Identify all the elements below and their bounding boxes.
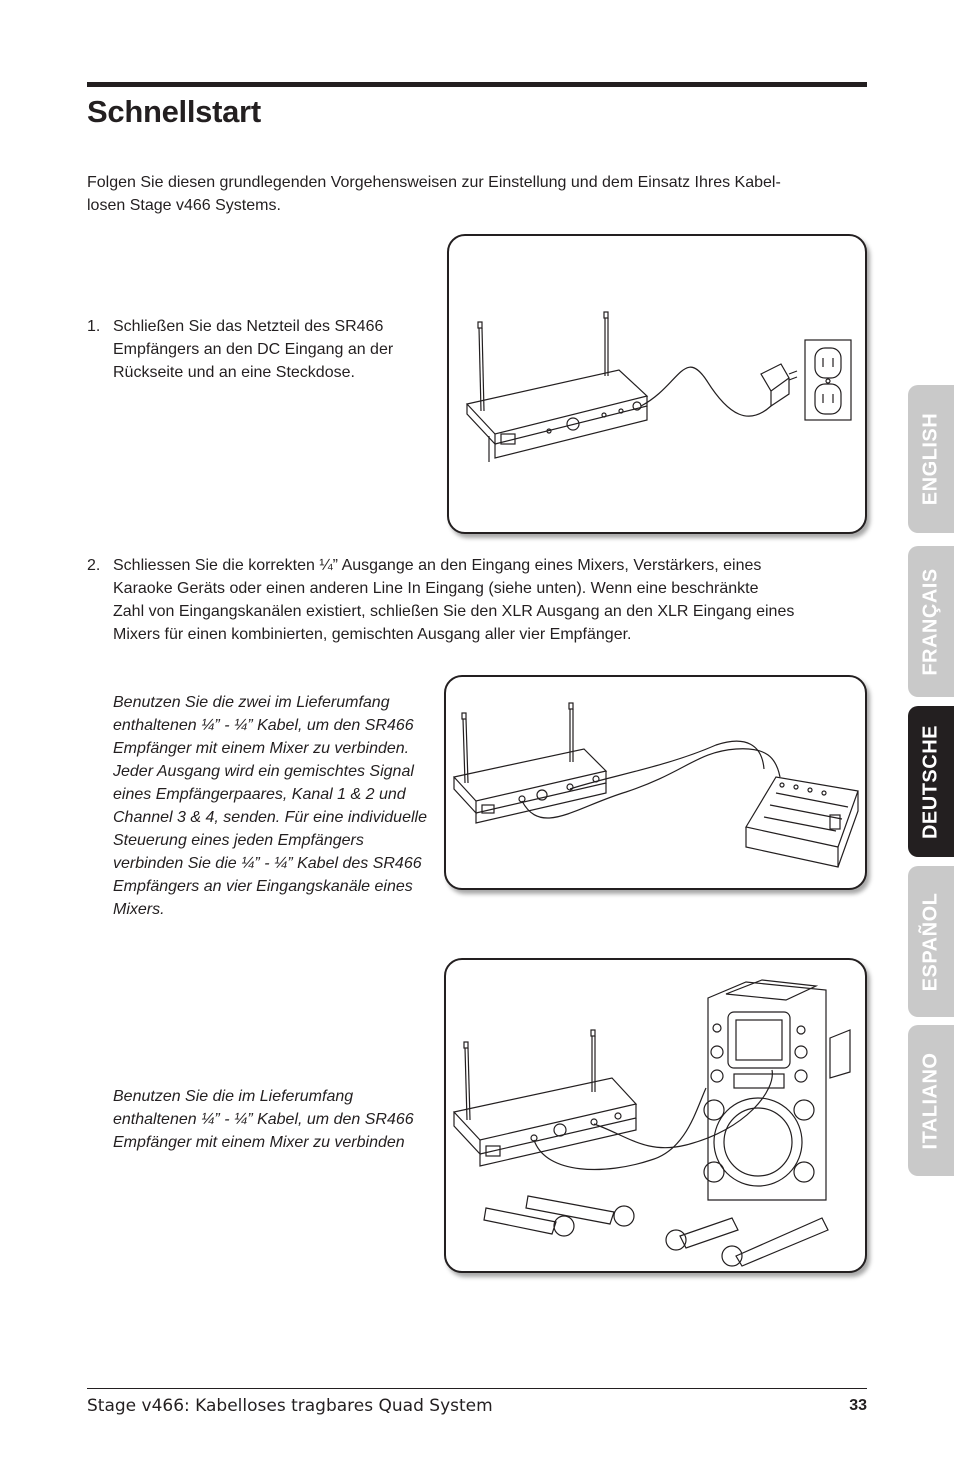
tab-label: ESPAÑOL [919, 892, 942, 991]
note-line: Channel 3 & 4, senden. Für eine individuelle [113, 809, 427, 826]
mixer-illustration [746, 777, 858, 867]
receiver-illustration [454, 1030, 636, 1166]
power-cable-illustration [641, 367, 771, 416]
note-mixer-connection [113, 691, 443, 921]
power-adapter-illustration [761, 364, 797, 406]
step-line: Karaoke Geräts oder einen anderen Line In Eingang (siehe unten). Wenn eine beschränkte [113, 580, 759, 597]
step-number: 1. [87, 318, 101, 335]
receiver-illustration [467, 312, 647, 462]
cable-illustration [522, 741, 780, 818]
note-line: verbinden Sie die ¼” - ¼” Kabel des SR466 [113, 855, 422, 872]
step-line: Schließen Sie das Netzteil des SR466 [113, 318, 384, 335]
tab-francais[interactable] [908, 546, 954, 697]
tab-espanol[interactable] [908, 866, 954, 1017]
step-text [113, 554, 794, 646]
intro-line: losen Stage v466 Systems. [87, 197, 281, 214]
page-title: Schnellstart [87, 94, 261, 129]
note-line: eines Empfängerpaares, Kanal 1 & 2 und [113, 786, 406, 803]
illustration-power-connection [447, 234, 867, 534]
note-line: Empfänger mit einem Mixer zu verbinden. [113, 740, 410, 757]
wall-outlet-illustration [805, 340, 851, 420]
page-number: 33 [849, 1397, 867, 1414]
note-karaoke-connection [113, 1085, 443, 1154]
tab-italiano[interactable] [908, 1025, 954, 1176]
note-line: Empfänger mit einem Mixer zu verbinden [113, 1134, 405, 1151]
tab-english[interactable] [908, 385, 954, 533]
note-line: enthaltenen ¼” - ¼” Kabel, um den SR466 [113, 1111, 414, 1128]
tab-deutsche[interactable] [908, 706, 954, 857]
step-line: Schliessen Sie die korrekten ¼” Ausgange an den Eingang eines Mixers, Verstärkers, eines [113, 557, 762, 574]
footer-text: Stage v466: Kabelloses tragbares Quad System [87, 1396, 493, 1416]
step-line: Rückseite und an eine Steckdose. [113, 364, 355, 381]
footer-rule [87, 1388, 867, 1389]
step-line: Empfängers an den DC Eingang an der [113, 341, 394, 358]
illustration-karaoke-connection [444, 958, 867, 1273]
step-text [113, 315, 393, 384]
karaoke-machine-illustration [704, 980, 850, 1200]
tab-label: DEUTSCHE [919, 724, 942, 839]
note-line: Jeder Ausgang wird ein gemischtes Signal [113, 763, 414, 780]
tab-label: ITALIANO [919, 1052, 942, 1149]
tab-label: FRANÇAIS [919, 567, 942, 676]
header-rule [87, 82, 867, 87]
tab-label: ENGLISH [919, 412, 942, 506]
microphone-illustrations [484, 1196, 828, 1266]
step-line: Zahl von Eingangskanälen existiert, schließen Sie den XLR Ausgang an den XLR Eingang eines [113, 603, 795, 620]
note-line: Benutzen Sie die im Lieferumfang [113, 1088, 354, 1105]
step-number: 2. [87, 557, 101, 574]
intro-paragraph [87, 171, 867, 217]
note-line: Steuerung eines jeden Empfängers [113, 832, 364, 849]
note-line: Empfängers an vier Eingangskanäle eines [113, 878, 413, 895]
note-line: Benutzen Sie die zwei im Lieferumfang [113, 694, 390, 711]
illustration-mixer-connection [444, 675, 867, 890]
note-line: enthaltenen ¼” - ¼” Kabel, um den SR466 [113, 717, 414, 734]
step-line: Mixers für einen kombinierten, gemischten Ausgang aller vier Empfänger. [113, 626, 632, 643]
step-1 [87, 315, 427, 385]
note-line: Mixers. [113, 901, 165, 918]
receiver-illustration [454, 703, 606, 823]
step-2 [87, 554, 877, 648]
intro-line: Folgen Sie diesen grundlegenden Vorgehensweisen zur Einstellung und dem Einsatz Ihres Kabel- [87, 174, 781, 191]
